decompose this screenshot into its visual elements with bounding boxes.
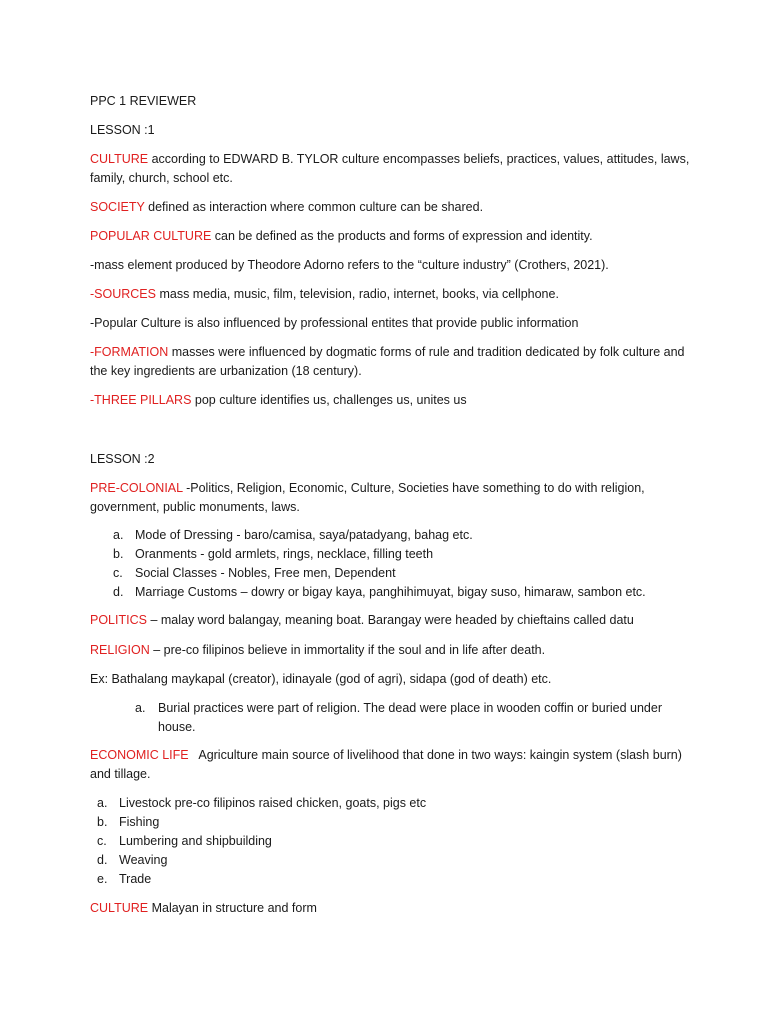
economic-life-text: Agriculture main source of livelihood that done in two ways: kaingin system (slash burn) and tillage. <box>90 748 686 781</box>
religion-text: – pre-co filipinos believe in immortality if the soul and in life after death. <box>149 643 546 657</box>
list-item-text: Lumbering and shipbuilding <box>119 834 272 848</box>
formation-line <box>90 343 690 381</box>
list-item-text: Social Classes - Nobles, Free men, Dependent <box>135 566 396 580</box>
list-marker: d. <box>113 585 124 599</box>
list-item-text: Livestock pre-co filipinos raised chicken, goats, pigs etc <box>119 796 427 810</box>
religion-line <box>90 641 690 660</box>
list-marker: e. <box>97 872 108 886</box>
culture-definition <box>90 150 690 188</box>
society-term: SOCIETY <box>90 200 145 214</box>
economic-life-line <box>90 746 690 784</box>
pre-colonial-text: -Politics, Religion, Economic, Culture, Societies have something to do with religion, government, public monuments, laws. <box>90 481 645 514</box>
list-marker: a. <box>135 701 146 715</box>
list-item-text: Burial practices were part of religion. The dead were place in wooden coffin or buried under house. <box>158 701 662 734</box>
religion-term: RELIGION <box>90 643 150 657</box>
politics-line <box>90 611 690 630</box>
lesson-2-heading: LESSON :2 <box>90 452 155 466</box>
three-pillars-text: pop culture identifies us, challenges us, unites us <box>191 393 467 407</box>
society-definition <box>90 198 690 217</box>
popular-culture-text: can be defined as the products and forms of expression and identity. <box>211 229 593 243</box>
popular-culture-term: POPULAR CULTURE <box>90 229 212 243</box>
society-text: defined as interaction where common culture can be shared. <box>144 200 484 214</box>
list-item-text: Mode of Dressing - baro/camisa, saya/patadyang, bahag etc. <box>135 528 473 542</box>
politics-term: POLITICS <box>90 613 147 627</box>
culture-malayan-line <box>90 899 690 918</box>
list-item-text: Fishing <box>119 815 160 829</box>
culture-text: Malayan in structure and form <box>148 901 317 915</box>
list-marker: d. <box>97 853 108 867</box>
sources-text: mass media, music, film, television, radio, internet, books, via cellphone. <box>155 287 559 301</box>
list-item-text: Weaving <box>119 853 168 867</box>
list-marker: b. <box>113 547 124 561</box>
list-marker: b. <box>97 815 108 829</box>
list-marker: c. <box>113 566 123 580</box>
pre-colonial-line <box>90 479 690 517</box>
culture-term: CULTURE <box>90 901 149 915</box>
gods-example-line: Ex: Bathalang maykapal (creator), idinayale (god of agri), sidapa (god of death) etc. <box>90 672 552 686</box>
sources-term: -SOURCES <box>90 287 156 301</box>
influenced-line: -Popular Culture is also influenced by professional entites that provide public information <box>90 316 579 330</box>
formation-text: masses were influenced by dogmatic forms of rule and tradition dedicated by folk culture and the key ingredients are urbanization (18 century). <box>90 345 685 378</box>
formation-term: -FORMATION <box>90 345 169 359</box>
culture-term: CULTURE <box>90 152 149 166</box>
list-marker: a. <box>97 796 108 810</box>
list-item-text: Marriage Customs – dowry or bigay kaya, panghihimuyat, bigay suso, himaraw, sambon etc. <box>135 585 646 599</box>
pre-colonial-term: PRE-COLONIAL <box>90 481 183 495</box>
economic-life-term: ECONOMIC LIFE <box>90 748 189 762</box>
document-title: PPC 1 REVIEWER <box>90 94 197 108</box>
list-item-text: Oranments - gold armlets, rings, necklace, filling teeth <box>135 547 434 561</box>
three-pillars-term: -THREE PILLARS <box>90 393 192 407</box>
list-marker: a. <box>113 528 124 542</box>
culture-text: according to EDWARD B. TYLOR culture encompasses beliefs, practices, values, attitudes, laws, family, church, school etc. <box>90 152 690 185</box>
politics-text: – malay word balangay, meaning boat. Barangay were headed by chieftains called datu <box>146 613 634 627</box>
list-item-text: Trade <box>119 872 152 886</box>
mass-element-line: -mass element produced by Theodore Adorno refers to the “culture industry” (Crothers, 2021). <box>90 258 609 272</box>
three-pillars-line <box>90 391 690 410</box>
popular-culture-definition <box>90 227 690 246</box>
lesson-1-heading: LESSON :1 <box>90 123 155 137</box>
list-marker: c. <box>97 834 107 848</box>
sources-line <box>90 285 690 304</box>
